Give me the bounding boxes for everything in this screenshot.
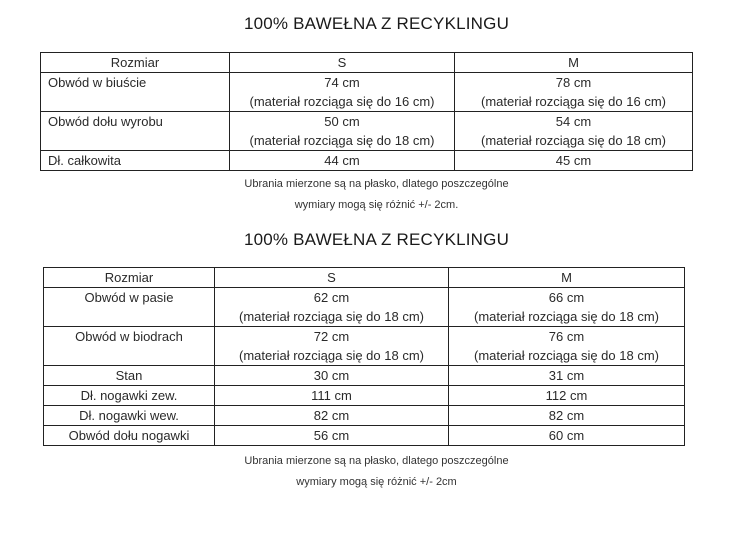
cell-note: (materiał rozciąga się do 18 cm) [474, 309, 659, 324]
cell-value: 74 cm [324, 75, 360, 90]
cell-m [449, 327, 685, 366]
cell-note: (materiał rozciąga się do 18 cm) [249, 133, 435, 148]
cell-m [455, 73, 693, 112]
cell-note: (materiał rozciąga się do 18 cm) [239, 348, 424, 363]
cell-s [215, 327, 449, 366]
table-row [44, 406, 685, 426]
cell-value: 50 cm [324, 114, 360, 129]
cell-note: (materiał rozciąga się do 16 cm) [481, 94, 666, 109]
row-label: Obwód w pasie [44, 288, 215, 327]
note-line: Ubrania mierzone są na płasko, dlatego poszczególne [244, 455, 509, 467]
table-header-row [44, 268, 685, 288]
cell-s: 30 cm [215, 366, 449, 386]
header-size-s: S [215, 268, 449, 288]
cell-note: (materiał rozciąga się do 18 cm) [481, 133, 666, 148]
row-label: Obwód w biodrach [44, 327, 215, 366]
cell-s: 56 cm [215, 426, 449, 446]
note-line: wymiary mogą się różnić +/- 2cm [296, 476, 457, 488]
cell-note: (materiał rozciąga się do 16 cm) [249, 94, 435, 109]
cell-s: 82 cm [215, 406, 449, 426]
cell-s [230, 112, 455, 151]
cell-m: 60 cm [449, 426, 685, 446]
cell-m: 112 cm [449, 386, 685, 406]
cell-m [449, 288, 685, 327]
row-label: Stan [44, 366, 215, 386]
note-line: Ubrania mierzone są na płasko, dlatego poszczególne [244, 178, 509, 190]
cell-note: (materiał rozciąga się do 18 cm) [239, 309, 424, 324]
note-line: wymiary mogą się różnić +/- 2cm. [294, 199, 459, 211]
table-row [44, 386, 685, 406]
header-size-m: M [449, 268, 685, 288]
table-row [41, 112, 693, 151]
table-header-row [41, 53, 693, 73]
cell-s: 111 cm [215, 386, 449, 406]
cell-value: 66 cm [548, 290, 585, 305]
cell-value: 78 cm [555, 75, 592, 90]
table-row [44, 426, 685, 446]
row-label: Obwód w biuście [41, 73, 230, 112]
cell-value: 76 cm [548, 329, 585, 344]
size-table-top [40, 52, 693, 171]
measurement-note-bottom [0, 451, 753, 493]
table-row [44, 366, 685, 386]
header-size-s: S [230, 53, 455, 73]
cell-m: 31 cm [449, 366, 685, 386]
cell-value: 62 cm [313, 290, 350, 305]
cell-s: 44 cm [230, 151, 455, 171]
cell-s [230, 73, 455, 112]
table-row [41, 151, 693, 171]
measurement-note-top [0, 174, 753, 216]
table1-title: 100% BAWEŁNA Z RECYKLINGU [243, 14, 510, 33]
cell-m: 82 cm [449, 406, 685, 426]
row-label: Dł. nogawki wew. [44, 406, 215, 426]
size-table-bottom [43, 267, 685, 446]
cell-m [455, 112, 693, 151]
header-size-label: Rozmiar [41, 53, 230, 73]
header-size-m: M [455, 53, 693, 73]
table-row [41, 73, 693, 112]
row-label: Obwód dołu nogawki [44, 426, 215, 446]
row-label: Dł. całkowita [41, 151, 230, 171]
table2-title: 100% BAWEŁNA Z RECYKLINGU [243, 230, 510, 249]
table-row [44, 327, 685, 366]
cell-value: 72 cm [313, 329, 350, 344]
row-label: Dł. nogawki zew. [44, 386, 215, 406]
cell-note: (materiał rozciąga się do 18 cm) [474, 348, 659, 363]
row-label: Obwód dołu wyrobu [41, 112, 230, 151]
cell-m: 45 cm [455, 151, 693, 171]
table-row [44, 288, 685, 327]
header-size-label: Rozmiar [44, 268, 215, 288]
cell-s [215, 288, 449, 327]
cell-value: 54 cm [555, 114, 592, 129]
